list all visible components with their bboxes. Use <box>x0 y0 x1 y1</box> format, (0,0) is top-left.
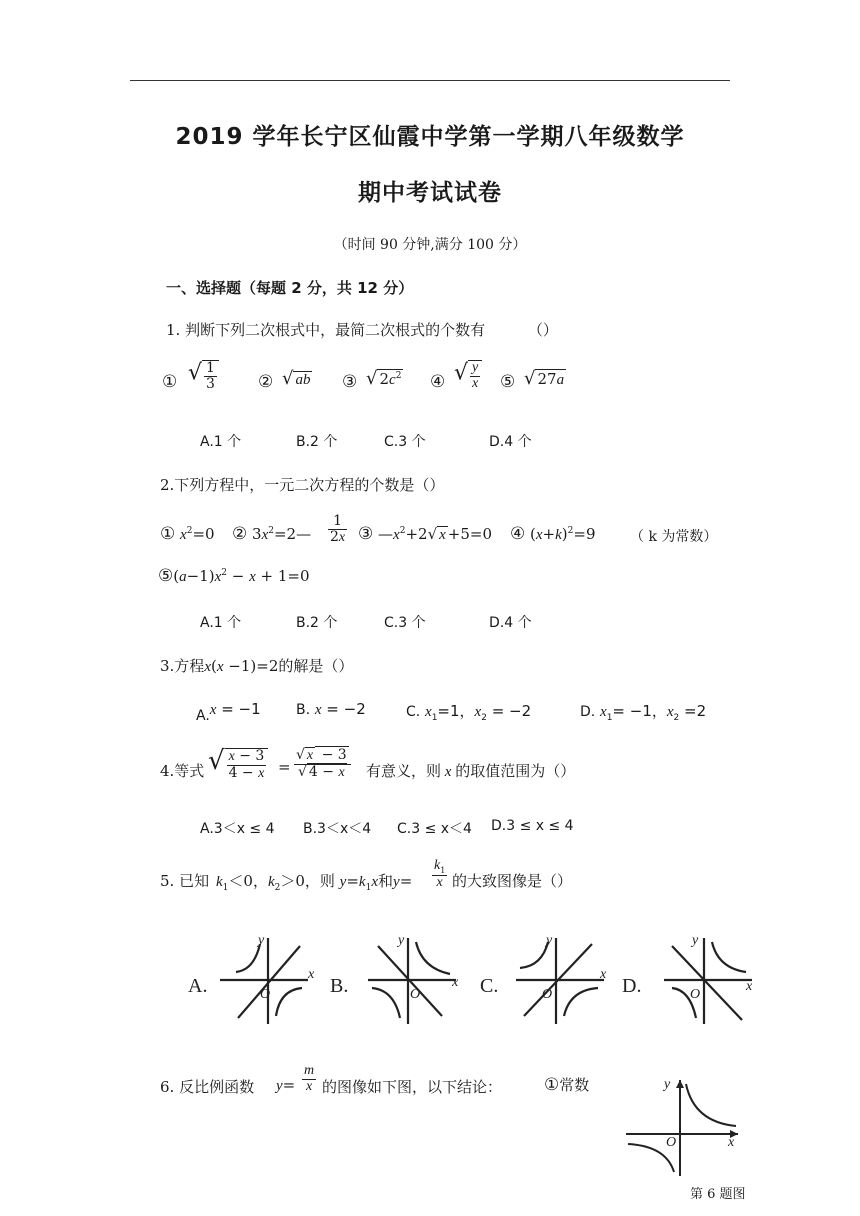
question-3-stem: 3.方程x(x −1)=2的解是（） <box>160 657 354 675</box>
graph-label-a: A. <box>188 975 208 997</box>
svg-text:O: O <box>260 987 271 1002</box>
svg-text:y: y <box>664 1077 671 1092</box>
question-2-equations <box>160 514 840 558</box>
question-1-stem <box>166 319 558 340</box>
svg-text:O: O <box>690 987 701 1002</box>
svg-text:O: O <box>542 987 553 1002</box>
graph-label-b: B. <box>330 975 349 997</box>
graph-label-c: C. <box>480 975 499 997</box>
q5-suffix: 的大致图像是（） <box>452 872 573 890</box>
radical-1-3: √ $\frac{1}{3}$ <box>188 360 219 391</box>
q3-prefix: 3.方程 <box>160 657 205 675</box>
exam-duration: （时间 90 分钟,满分 100 分） <box>333 237 527 253</box>
item-5-marker: ⑤ <box>500 372 516 392</box>
header-rule <box>130 80 730 81</box>
q1-option-b: B.2 个 <box>296 434 338 450</box>
q4-option-c: C.3 ≤ x＜4 <box>397 821 472 837</box>
q1-option-c: C.3 个 <box>384 434 426 450</box>
equation-4: ④ $(x+k)^2=9$ <box>510 524 596 544</box>
q4-suffix: 有意义，则 x 的取值范围为（） <box>366 762 576 780</box>
q1-option-a: A.1 个 <box>200 434 242 450</box>
graph-c <box>516 938 604 1024</box>
page-title: 2019 学年长宁区仙霞中学第一学期八年级数学 <box>175 124 685 150</box>
page-title-line2: 期中考试试卷 <box>358 180 502 206</box>
question-5-stem: 5. 已知 $k_1<0$，$k_2>0$，则 $y=k_1x$和y= $\frac{k_1}{x}$ 的大致图像是（） <box>160 858 573 893</box>
equation-3: ③ $—x^2+2√$ x +5=0 <box>358 524 493 544</box>
radical-27a: √ 27a <box>524 368 565 389</box>
svg-text:x: x <box>452 975 459 990</box>
q4-option-b: B.3＜x＜4 <box>303 821 372 837</box>
question-4-stem: 4.等式 √ $\frac{x - 3}{4 - x}$ = $\frac{√ x - 3}{√ 4 - x}$ 有意义，则 x 的取值范围为（） <box>160 746 576 781</box>
equation-1: ① $x^2=0$ <box>160 524 215 544</box>
svg-text:y: y <box>546 933 553 948</box>
constant-note: （ k 为常数） <box>630 529 718 545</box>
svg-text:y: y <box>258 933 265 948</box>
q5-graph-options <box>180 928 760 1028</box>
q6-suffix: 的图像如下图，以下结论： <box>322 1078 503 1096</box>
svg-text:x: x <box>728 1135 735 1150</box>
svg-text:O: O <box>410 987 421 1002</box>
item-4-marker: ④ <box>430 372 446 392</box>
equation-5: $⑤(a-1)x^2 - x + 1=0$ <box>158 566 310 586</box>
q6-prefix: 6. 反比例函数 <box>160 1078 255 1096</box>
radical-y-x: √ $\frac{y}{x}$ <box>454 360 482 391</box>
q3-option-d: D. $x_1= -1$，$x_2 =2$ <box>580 702 707 723</box>
equation-2: ② $3x^2=2—$ <box>232 524 312 544</box>
q4-option-d: D.3 ≤ x ≤ 4 <box>491 818 574 834</box>
fraction-k1-x: $\frac{k_1}{x}$ <box>434 858 446 891</box>
graph-a <box>220 938 308 1024</box>
q2-option-c: C.3 个 <box>384 615 426 631</box>
fraction-1-2x: $\frac{1}{2x}$ <box>330 513 346 545</box>
q4-lhs-radical: √ $\frac{x - 3}{4 - x}$ <box>208 746 268 782</box>
q2-option-d: D.4 个 <box>489 615 532 631</box>
question-1-text: 1. 判断下列二次根式中，最简二次根式的个数有 <box>166 321 486 339</box>
graph-label-d: D. <box>622 975 642 997</box>
q4-rhs-fraction: $\frac{√ x - 3}{√ 4 - x}$ <box>294 748 351 780</box>
fraction-m-x: $\frac{m}{x}$ <box>304 1063 315 1094</box>
graph-b <box>368 938 456 1024</box>
q4-option-a: A.3＜x ≤ 4 <box>200 821 275 837</box>
q4-prefix: 4.等式 <box>160 762 205 780</box>
q2-option-a: A.1 个 <box>200 615 242 631</box>
svg-text:O: O <box>666 1135 677 1150</box>
q5-prefix: 5. 已知 <box>160 872 210 890</box>
q1-option-d: D.4 个 <box>489 434 532 450</box>
svg-text:x: x <box>308 967 315 982</box>
q3-suffix: 的解是（） <box>278 657 354 675</box>
item-3-marker: ③ <box>342 372 358 392</box>
item-1-marker: ① <box>162 372 178 392</box>
svg-text:x: x <box>600 967 607 982</box>
radical-ab: √ ab <box>282 368 311 389</box>
item-2-marker: ② <box>258 372 274 392</box>
q6-figure <box>620 1072 750 1178</box>
svg-text:y: y <box>692 933 699 948</box>
q3-option-a: A.x = −1 <box>196 700 261 724</box>
svg-text:y: y <box>398 933 405 948</box>
svg-text:x: x <box>746 979 753 994</box>
graph-d <box>664 938 752 1024</box>
q3-option-c: C. $x_1=1$，$x_2 = -2$ <box>406 702 532 723</box>
q6-tail: 常数 <box>559 1076 590 1094</box>
radical-2c2: √ $2c^2$ <box>366 368 402 389</box>
q2-option-b: B.2 个 <box>296 615 338 631</box>
figure-caption: 第 6 题图 <box>690 1187 746 1202</box>
answer-blank: （） <box>527 321 558 339</box>
question-6-stem: 6. 反比例函数 y= $\frac{m}{x}$ 的图像如下图，以下结论： ①常数 <box>160 1063 590 1096</box>
section-heading: 一、选择题（每题 2 分，共 12 分） <box>166 279 414 297</box>
q3-option-b: B. x = −2 <box>296 700 366 718</box>
question-2-stem: 2.下列方程中，一元二次方程的个数是（） <box>160 476 445 494</box>
